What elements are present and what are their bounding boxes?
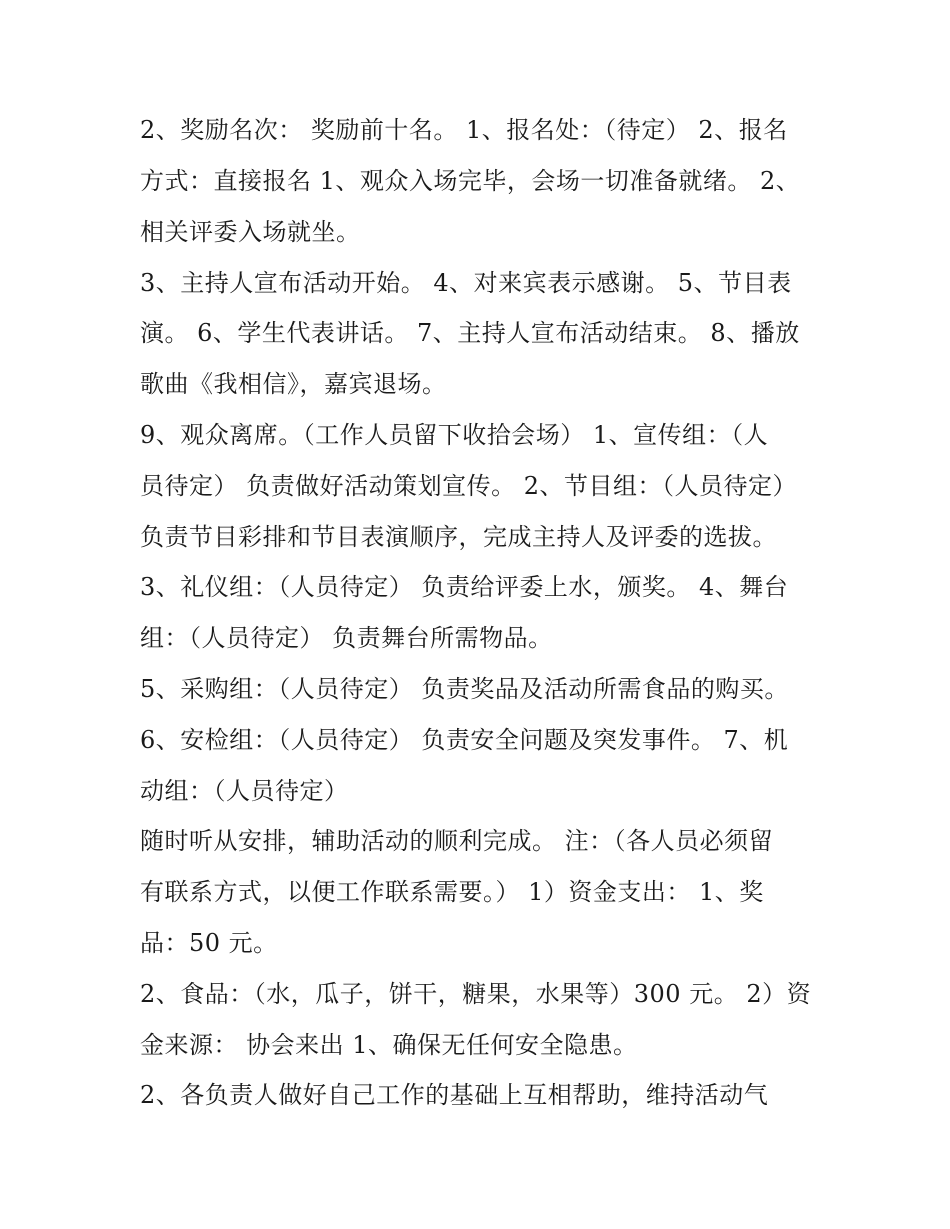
text-line: 3、礼仪组：（人员待定） 负责给评委上水，颁奖。 4、舞台 (140, 573, 789, 601)
text-line: 有联系方式，以便工作联系需要。） 1）资金支出： 1、奖 (140, 878, 764, 906)
text-line: 演。 6、学生代表讲话。 7、主持人宣布活动结束。 8、播放 (140, 319, 800, 347)
text-line: 5、采购组：（人员待定） 负责奖品及活动所需食品的购买。 (140, 675, 789, 703)
text-line: 歌曲《我相信》，嘉宾退场。 (140, 370, 447, 398)
text-line: 6、安检组：（人员待定） 负责安全问题及突发事件。 7、机 (140, 726, 789, 754)
text-line: 随时听从安排，辅助活动的顺利完成。 注：（各人员必须留 (140, 827, 774, 855)
text-line: 金来源： 协会来出 1、确保无任何安全隐患。 (140, 1031, 638, 1059)
text-line: 品：50 元。 (140, 929, 278, 957)
text-line: 9、观众离席。（工作人员留下收拾会场） 1、宣传组：（人 (140, 421, 769, 449)
text-line: 方式：直接报名 1、观众入场完毕，会场一切准备就绪。 2、 (140, 167, 801, 195)
text-line: 负责节目彩排和节目表演顺序，完成主持人及评委的选拔。 (140, 523, 777, 551)
text-line: 2、食品：（水，瓜子，饼干，糖果，水果等）300 元。 2）资 (140, 980, 812, 1008)
text-line: 组：（人员待定） 负责舞台所需物品。 (140, 624, 553, 652)
text-line: 2、各负责人做好自己工作的基础上互相帮助，维持活动气 (140, 1081, 769, 1109)
text-line: 相关评委入场就坐。 (140, 218, 361, 246)
text-line: 2、奖励名次： 奖励前十名。 1、报名处：（待定） 2、报名 (140, 116, 788, 144)
text-line: 动组：（人员待定） (140, 777, 349, 805)
text-line: 员待定） 负责做好活动策划宣传。 2、节目组：（人员待定） (140, 472, 798, 500)
text-line: 3、主持人宣布活动开始。 4、对来宾表示感谢。 5、节目表 (140, 269, 792, 297)
